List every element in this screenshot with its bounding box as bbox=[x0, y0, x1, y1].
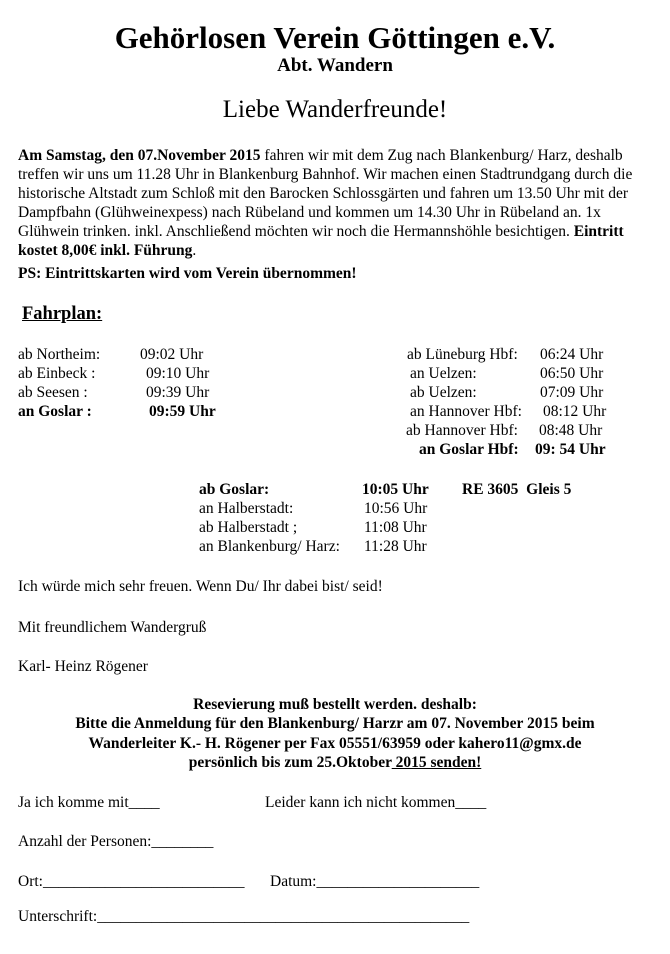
schedule-station: ab Einbeck : bbox=[18, 365, 96, 382]
department-subtitle: Abt. Wandern bbox=[277, 55, 393, 76]
schedule-time: 09:59 Uhr bbox=[149, 403, 216, 420]
fahrplan-heading: Fahrplan: bbox=[22, 304, 103, 324]
intro-tail: . bbox=[192, 242, 197, 259]
schedule-time: 08:12 Uhr bbox=[543, 403, 607, 420]
schedule-time: 09:02 Uhr bbox=[140, 346, 204, 363]
place-field: Ort:__________________________ bbox=[18, 873, 245, 890]
schedule-time: 08:48 Uhr bbox=[539, 422, 603, 439]
schedule-time: 09: 54 Uhr bbox=[535, 441, 606, 458]
schedule-station: an Hannover Hbf: bbox=[410, 403, 522, 420]
schedule-station: ab Seesen : bbox=[18, 384, 88, 401]
intro-text: fahren wir mit dem Zug nach Blankenburg/ Harz, deshalb treffen wir uns um 11.28 Uhr in Blankenburg Bahnhof. Wir machen einen Stadtrundgang durch die historische Altstadt zum Schloß mit den Barocken Schlossgärten und fahren um 13.50 Uhr mit der Dampfbahn (Glühweinexpess) nach Rübeland und kommen um 14.30 Uhr in Rübeland an. 1x Glühwein trinken. inkl. Anschließend möchten wir noch die Hermannshöhle besichtigen. bbox=[18, 147, 633, 240]
schedule-station: an Halberstadt: bbox=[199, 500, 294, 517]
schedule-time: 06:24 Uhr bbox=[540, 346, 604, 363]
schedule-station: ab Lüneburg Hbf: bbox=[407, 346, 518, 363]
schedule-station: an Blankenburg/ Harz: bbox=[199, 538, 340, 555]
schedule-station: an Goslar Hbf: bbox=[419, 441, 519, 458]
schedule-time: 06:50 Uhr bbox=[540, 365, 604, 382]
greeting: Liebe Wanderfreunde! bbox=[222, 96, 448, 123]
club-title: Gehörlosen Verein Göttingen e.V. bbox=[114, 20, 556, 55]
schedule-time: 10:56 Uhr bbox=[364, 500, 428, 517]
schedule-station: an Uelzen: bbox=[410, 365, 477, 382]
reservation-line: Bitte die Anmeldung für den Blankenburg/ Harzr am 07. November 2015 beim bbox=[75, 715, 595, 732]
signature-name: Karl- Heinz Rögener bbox=[18, 658, 148, 675]
deadline-text: persönlich bis zum 25.Oktober bbox=[188, 754, 392, 771]
schedule-time: 11:08 Uhr bbox=[364, 519, 427, 536]
reservation-line: Resevierung muß bestellt werden. deshalb: bbox=[193, 696, 477, 713]
schedule-station: ab Northeim: bbox=[18, 346, 101, 363]
intro-paragraph bbox=[18, 146, 658, 260]
schedule-station: ab Uelzen: bbox=[410, 384, 477, 401]
intro-date: Am Samstag, den 07.November 2015 bbox=[18, 147, 261, 164]
schedule-time: 11:28 Uhr bbox=[364, 538, 427, 555]
schedule-time: 07:09 Uhr bbox=[540, 384, 604, 401]
farewell-line: Mit freundlichem Wandergruß bbox=[18, 619, 207, 636]
schedule-train: RE 3605 Gleis 5 bbox=[462, 481, 572, 498]
schedule-time: 09:39 Uhr bbox=[146, 384, 210, 401]
schedule-time: 10:05 Uhr bbox=[362, 481, 429, 498]
schedule-station: an Goslar : bbox=[18, 403, 92, 420]
date-field: Datum:_____________________ bbox=[270, 873, 480, 890]
deadline-underlined: 2015 senden! bbox=[391, 754, 482, 771]
ps-note: PS: Eintrittskarten wird vom Verein übernommen! bbox=[18, 265, 357, 282]
schedule-station: ab Halberstadt ; bbox=[199, 519, 298, 536]
closing-line: Ich würde mich sehr freuen. Wenn Du/ Ihr dabei bist/ seid! bbox=[18, 578, 383, 595]
persons-count-field: Anzahl der Personen:________ bbox=[18, 833, 214, 850]
schedule-time: 09:10 Uhr bbox=[146, 365, 210, 382]
schedule-station: ab Goslar: bbox=[199, 481, 270, 498]
intro-admission: Eintritt kostet 8,00€ inkl. Führung bbox=[18, 223, 624, 259]
schedule-station: ab Hannover Hbf: bbox=[406, 422, 518, 439]
attend-yes-field: Ja ich komme mit____ bbox=[18, 794, 160, 811]
signature-field: Unterschrift:________________________________________________ bbox=[18, 908, 470, 925]
reservation-deadline bbox=[0, 753, 670, 772]
reservation-line: Wanderleiter K.- H. Rögener per Fax 05551/63959 oder kahero11@gmx.de bbox=[88, 735, 582, 752]
attend-no-field: Leider kann ich nicht kommen____ bbox=[265, 794, 487, 811]
